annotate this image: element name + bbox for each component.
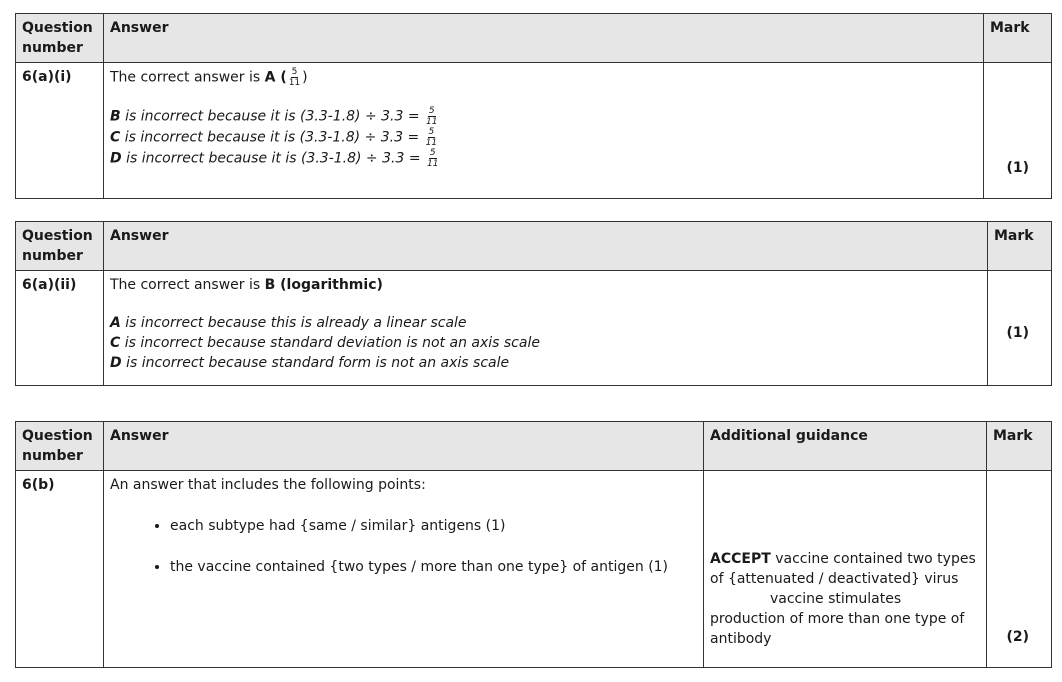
fraction-numerator: 5 [291, 67, 298, 77]
fraction [288, 67, 301, 88]
guidance-cell [704, 471, 987, 668]
answer-intro: An answer that includes the following points: [110, 477, 426, 493]
incorrect-reason: is incorrect because standard deviation is not an axis scale [120, 335, 540, 351]
incorrect-reason: is incorrect because it is (3.3-1.8) ÷ 3.3 = [120, 108, 425, 125]
guidance-line: of {attenuated / deactivated} virus [710, 571, 959, 587]
guidance-line: vaccine stimulates [770, 591, 902, 607]
accept-keyword: ACCEPT [710, 551, 771, 567]
header-additional-guidance: Additional guidance [704, 422, 987, 471]
incorrect-reason: is incorrect because it is (3.3-1.8) ÷ 3.3 = [120, 129, 424, 146]
mark-value: (1) [1006, 325, 1029, 341]
incorrect-line-b [110, 106, 977, 127]
incorrect-line-d [110, 148, 977, 169]
guidance-line: antibody [710, 631, 772, 647]
fraction-denominator: 11 [427, 159, 439, 169]
incorrect-line-d [110, 353, 981, 373]
fraction-denominator: 11 [425, 138, 438, 148]
header-question-number: Question number [16, 14, 104, 63]
mark-cell [987, 471, 1052, 668]
option-letter: D [110, 150, 122, 167]
option-letter: C [110, 335, 121, 351]
correct-answer-line [110, 275, 981, 295]
guidance-text [710, 549, 980, 649]
incorrect-reason: is incorrect because this is already a linear scale [120, 315, 467, 331]
correct-answer-suffix: ) [302, 69, 308, 86]
answer-row [16, 471, 1052, 668]
question-number: 6(a)(i) [16, 63, 104, 199]
guidance-line [710, 549, 980, 569]
header-question-number: Question number [16, 222, 104, 271]
option-letter: C [110, 129, 121, 146]
mark-value: (2) [1006, 629, 1029, 645]
header-row [16, 422, 1052, 471]
marking-point: • each subtype had {same / similar} antigens (1) [170, 516, 697, 536]
header-mark: Mark [988, 222, 1052, 271]
fraction-numerator: 5 [429, 148, 436, 158]
correct-answer-line [110, 67, 977, 88]
option-letter: A [110, 315, 121, 331]
question-number: 6(b) [16, 471, 104, 668]
option-letter: D [110, 355, 122, 371]
correct-answer-value: B (logarithmic) [264, 277, 383, 293]
fraction [425, 106, 438, 127]
incorrect-reason: is incorrect because it is (3.3-1.8) ÷ 3.3 = [121, 150, 425, 167]
answer-cell [104, 271, 988, 386]
mark-scheme-table-6b [15, 421, 1052, 668]
fraction [426, 148, 439, 169]
header-answer: Answer [104, 222, 988, 271]
correct-answer-prefix: The correct answer is [110, 277, 265, 293]
fraction-numerator: 5 [428, 127, 435, 137]
marking-points-list [110, 516, 697, 577]
header-question-number: Question number [16, 422, 104, 471]
fraction-numerator: 5 [428, 106, 435, 116]
question-number: 6(a)(ii) [16, 271, 104, 386]
answer-cell [104, 471, 704, 668]
answer-row [16, 271, 1052, 386]
fraction-denominator: 11 [288, 78, 301, 88]
answer-cell [104, 63, 984, 199]
fraction-denominator: 11 [426, 117, 438, 127]
header-answer: Answer [104, 422, 704, 471]
guidance-text-part: vaccine contained two types [770, 551, 976, 567]
incorrect-line-c [110, 127, 977, 148]
answer-row [16, 63, 1052, 199]
mark-scheme-table-6ai [15, 13, 1052, 199]
fraction [425, 127, 438, 148]
correct-answer-prefix: The correct answer is [110, 69, 265, 86]
guidance-line: production of more than one type of [710, 611, 965, 627]
option-letter: B [110, 108, 121, 125]
header-mark: Mark [987, 422, 1052, 471]
header-answer: Answer [104, 14, 984, 63]
mark-cell [984, 63, 1052, 199]
mark-value: (1) [1006, 160, 1029, 176]
incorrect-line-c [110, 333, 981, 353]
header-row [16, 222, 1052, 271]
mark-scheme-table-6aii [15, 221, 1052, 386]
incorrect-line-a [110, 313, 981, 333]
correct-answer-letter: A ( [264, 69, 287, 86]
header-mark: Mark [984, 14, 1052, 63]
header-row [16, 14, 1052, 63]
marking-point: • the vaccine contained {two types / more than one type} of antigen (1) [170, 557, 697, 577]
incorrect-reason: is incorrect because standard form is not an axis scale [121, 355, 510, 371]
mark-cell [988, 271, 1052, 386]
